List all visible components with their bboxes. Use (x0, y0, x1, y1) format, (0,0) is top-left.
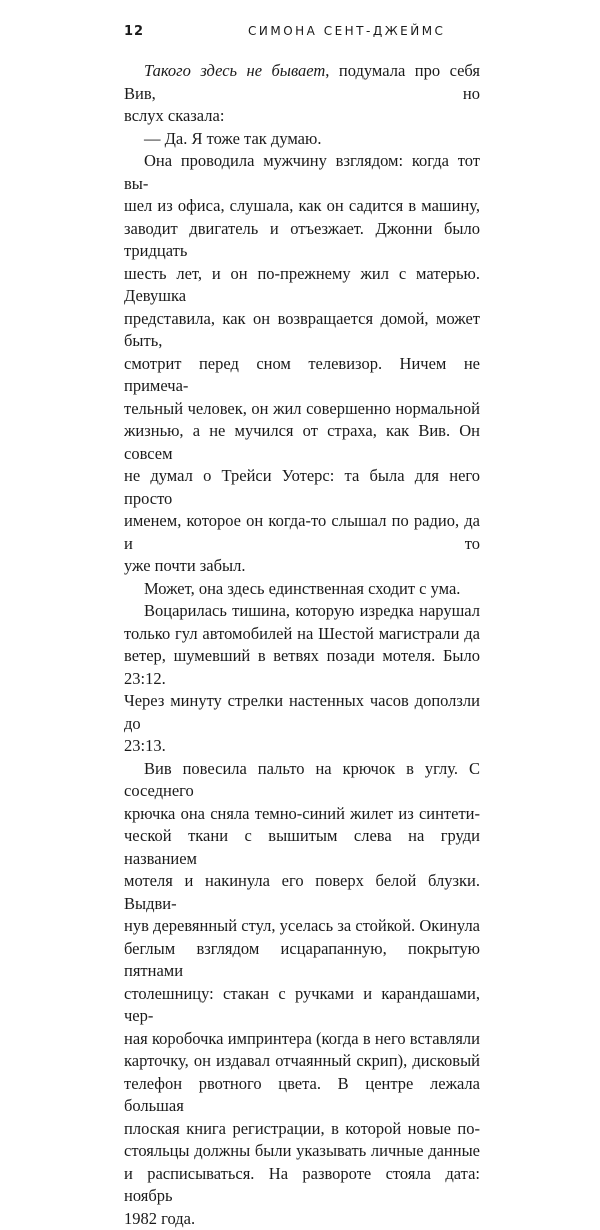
text-line (124, 420, 480, 465)
text-run: именем, которое он когда-то слышал по радио, да и то (124, 511, 480, 553)
text-line (124, 555, 480, 578)
text-line (124, 398, 480, 421)
text-line (124, 1050, 480, 1073)
text-line (124, 1028, 480, 1051)
text-line (124, 218, 480, 263)
text-line (124, 803, 480, 826)
text-run: нув деревянный стул, уселась за стойкой. Окинула (124, 916, 480, 935)
text-run: Она проводила мужчину взглядом: когда тот вы- (124, 151, 480, 193)
text-run: вслух сказала: (124, 106, 224, 125)
text-run: не думал о Трейси Уотерс: та была для него просто (124, 466, 480, 508)
text-line (124, 105, 480, 128)
text-run: беглым взглядом исцарапанную, покрытую пятнами (124, 939, 480, 981)
page-header (124, 24, 480, 44)
text-line (124, 1118, 480, 1141)
text-run: плоская книга регистрации, в которой новые по- (124, 1119, 480, 1138)
text-run: ная коробочка импринтера (когда в него вставляли (124, 1029, 480, 1048)
text-line (124, 938, 480, 983)
text-line (124, 308, 480, 353)
text-run: Через минуту стрелки настенных часов доползли до (124, 691, 480, 733)
text-run: представила, как он возвращается домой, может быть, (124, 309, 480, 351)
text-line (124, 578, 480, 601)
text-run: только гул автомобилей на Шестой магистрали да (124, 624, 480, 643)
text-line (124, 915, 480, 938)
text-run: карточку, он издавал отчаянный скрип), дисковый (124, 1051, 480, 1070)
text-line (124, 510, 480, 555)
text-run: 1982 года. (124, 1209, 195, 1228)
text-run: уже почти забыл. (124, 556, 245, 575)
text-run: мотеля и накинула его поверх белой блузки. Выдви- (124, 871, 480, 913)
text-line (124, 983, 480, 1028)
text-run: жизнью, а не мучился от страха, как Вив. Он совсем (124, 421, 480, 463)
text-run: тельный человек, он жил совершенно нормальной (124, 399, 480, 418)
text-run: ческой ткани с вышитым слева на груди названием (124, 826, 480, 868)
text-line (124, 645, 480, 690)
text-line (124, 870, 480, 915)
text-line (124, 758, 480, 803)
text-run: телефон рвотного цвета. В центре лежала большая (124, 1074, 480, 1116)
text-line (124, 1140, 480, 1163)
running-head: СИМОНА СЕНТ-ДЖЕЙМС (248, 24, 445, 38)
body-text (124, 60, 480, 1230)
text-line (124, 1073, 480, 1118)
text-run: Может, она здесь единственная сходит с ума. (144, 579, 460, 598)
text-run: и расписываться. На развороте стояла дата: ноябрь (124, 1164, 480, 1206)
text-line (124, 263, 480, 308)
text-run: — Да. Я тоже так думаю. (144, 129, 321, 148)
text-line (124, 1208, 480, 1230)
text-run: смотрит перед сном телевизор. Ничем не примеча- (124, 354, 480, 396)
italic-text: Такого здесь не бывает (144, 61, 325, 80)
text-line (124, 623, 480, 646)
text-run: , подумала про себя Вив, но (124, 61, 480, 103)
text-line (124, 690, 480, 735)
text-run: столешницу: стакан с ручками и карандашами, чер- (124, 984, 480, 1026)
text-line (124, 825, 480, 870)
text-run: стояльцы должны были указывать личные данные (124, 1141, 480, 1160)
text-line (124, 465, 480, 510)
text-run: заводит двигатель и отъезжает. Джонни было тридцать (124, 219, 480, 261)
text-run: ветер, шумевший в ветвях позади мотеля. Было 23:12. (124, 646, 480, 688)
text-run: крючка она сняла темно-синий жилет из синтети- (124, 804, 480, 823)
text-run: Вив повесила пальто на крючок в углу. С соседнего (124, 759, 480, 801)
text-run: 23:13. (124, 736, 166, 755)
text-run: шесть лет, и он по-прежнему жил с матерью. Девушка (124, 264, 480, 306)
text-line (124, 1163, 480, 1208)
text-line (124, 600, 480, 623)
page-number: 12 (124, 24, 144, 39)
text-run: Воцарилась тишина, которую изредка нарушал (144, 601, 480, 620)
text-line (124, 353, 480, 398)
text-line (124, 150, 480, 195)
text-line (124, 128, 480, 151)
text-line (124, 60, 480, 105)
text-run: шел из офиса, слушала, как он садится в машину, (124, 196, 480, 215)
text-line (124, 195, 480, 218)
text-line (124, 735, 480, 758)
